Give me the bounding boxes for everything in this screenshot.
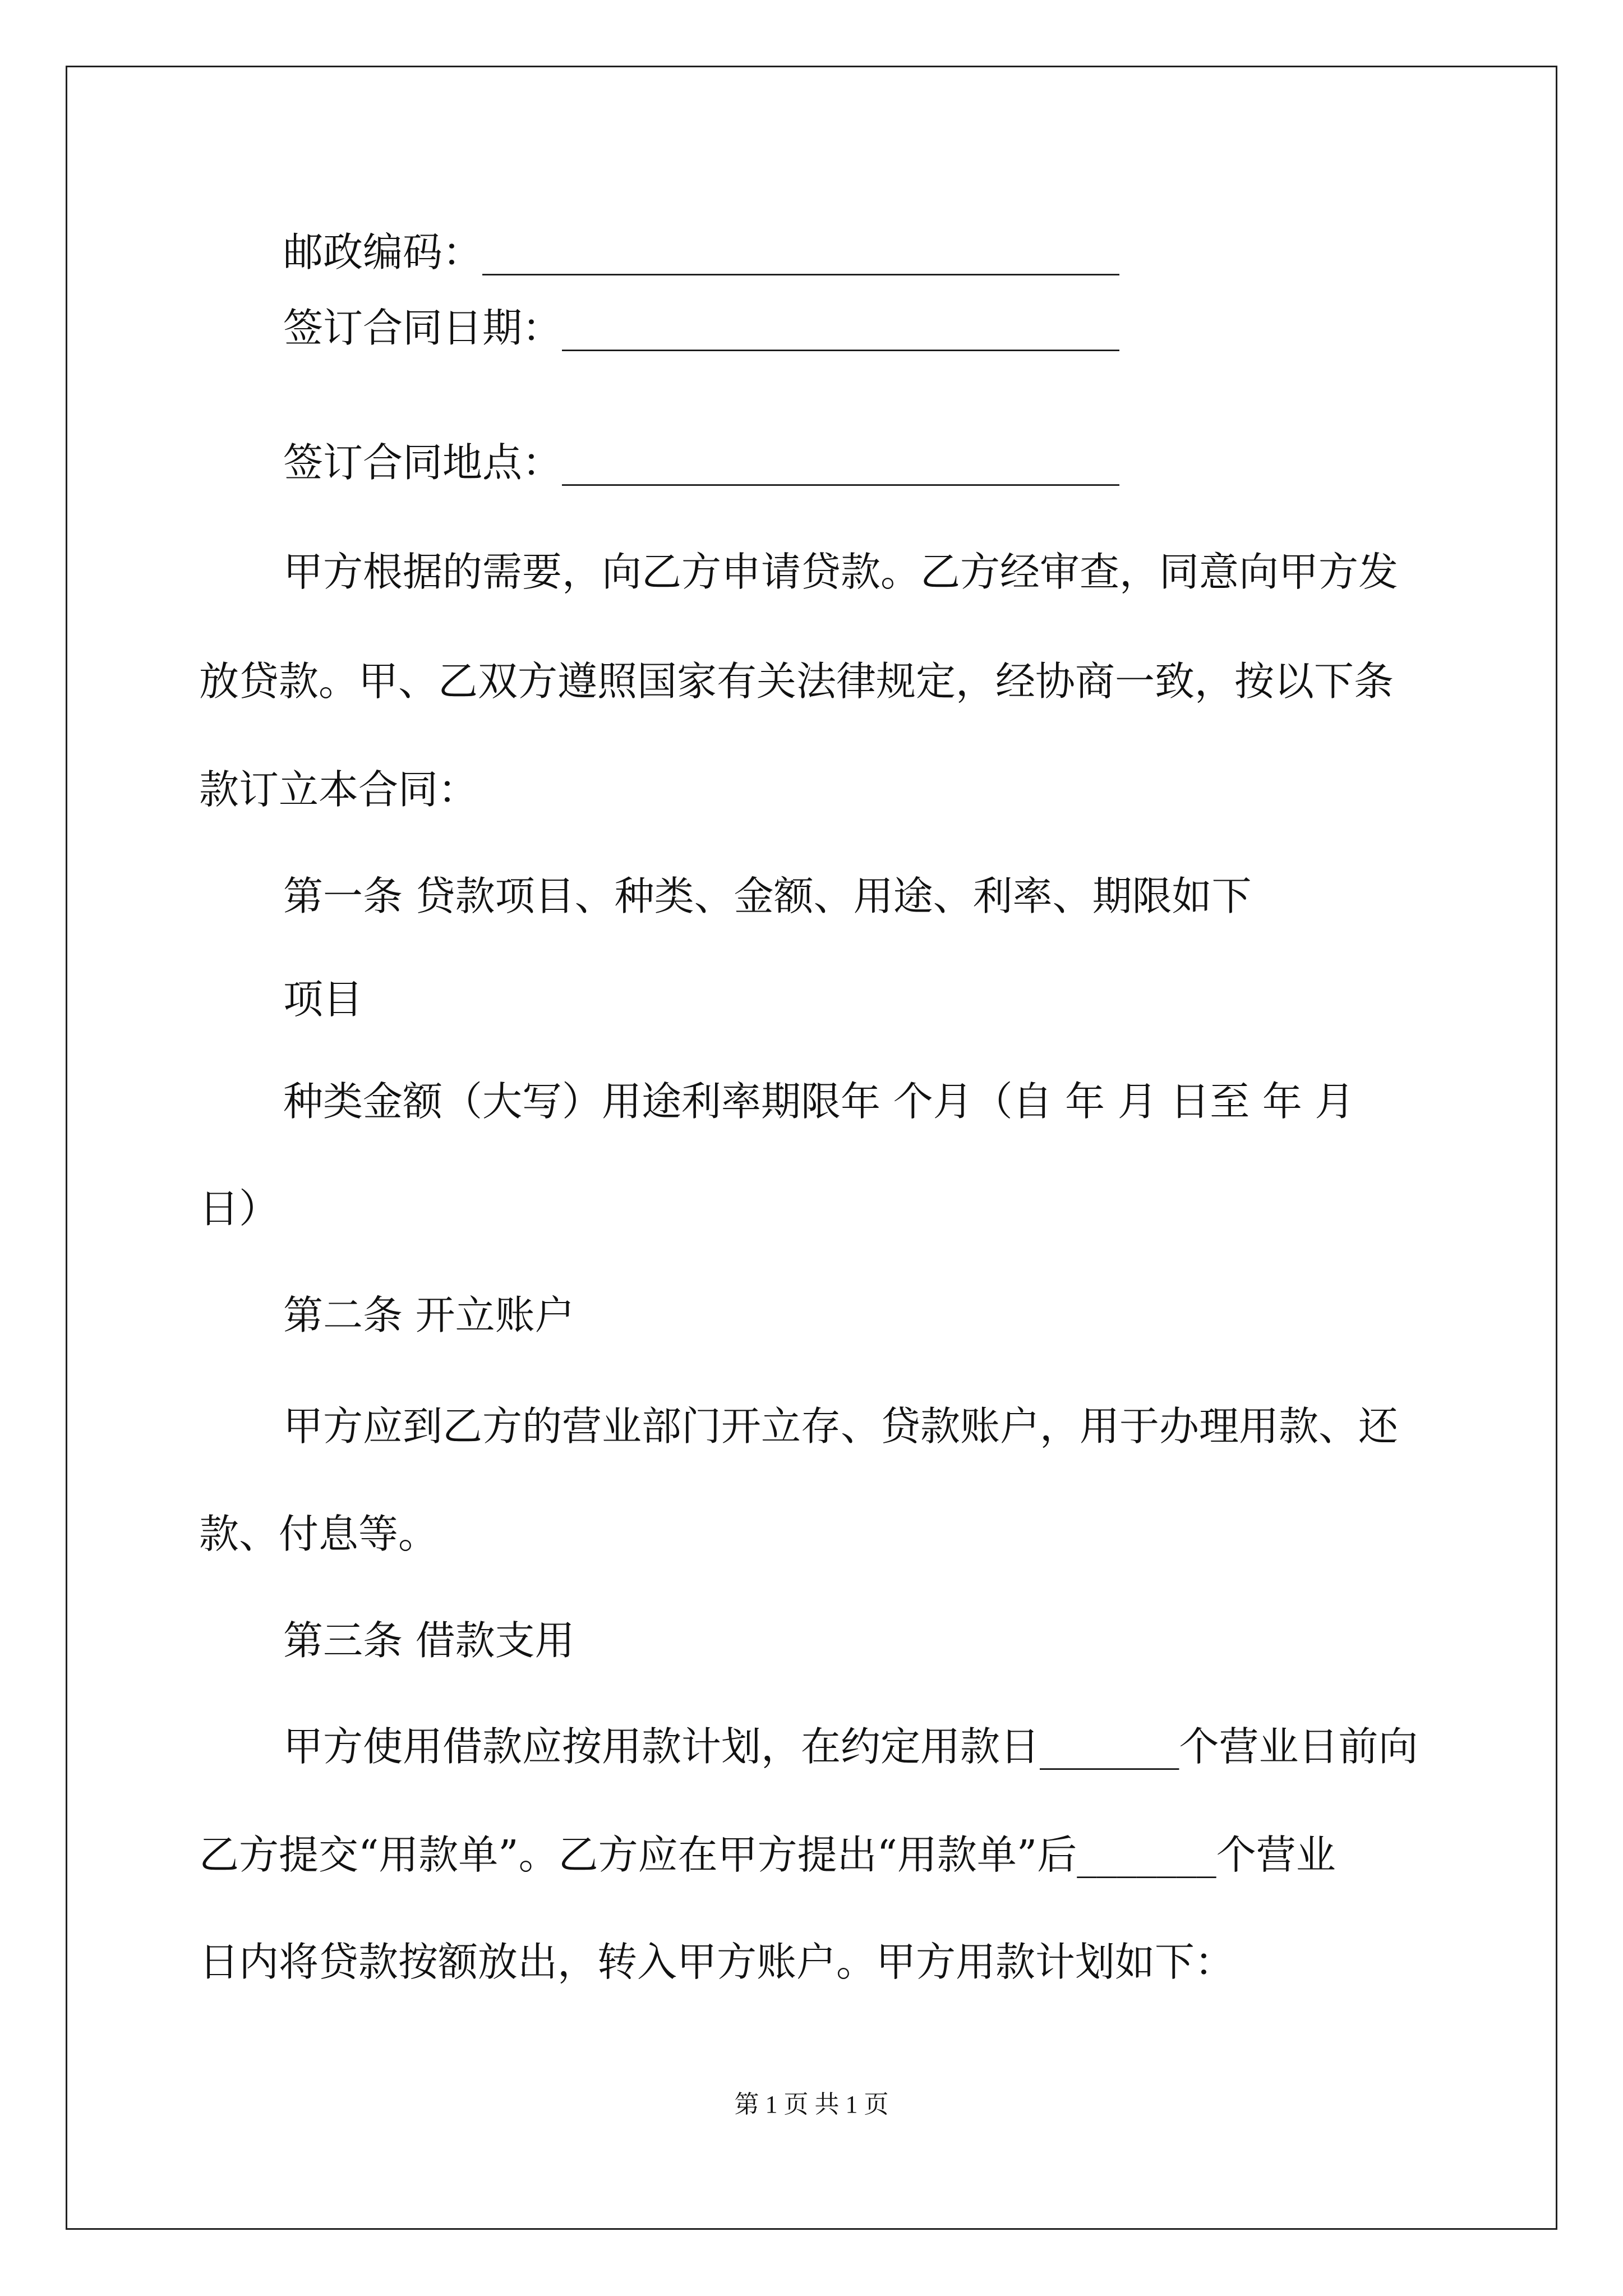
article-3-body-line-1: 甲方使用借款应按用款计划，在约定用款日_______个营业日前向 — [283, 1723, 1418, 1770]
sign-place-label: 签订合同地点： — [283, 439, 562, 486]
article-1-title: 第一条 贷款项目、种类、金额、用途、利率、期限如下 — [283, 873, 1252, 919]
article-1-item: 项目 — [283, 976, 363, 1023]
article-2-title: 第二条 开立账户 — [283, 1292, 575, 1338]
intro-line-2: 放贷款。甲、乙双方遵照国家有关法律规定，经协商一致，按以下条 — [199, 658, 1394, 705]
article-1-detail-line-2: 日） — [199, 1185, 279, 1232]
page-number-footer: 第 1 页 共 1 页 — [734, 2091, 889, 2118]
intro-line-1: 甲方根据的需要，向乙方申请贷款。乙方经审查，同意向甲方发 — [283, 549, 1399, 595]
sign-date-label: 签订合同日期： — [283, 305, 562, 351]
postal-code-blank: ________________________________ — [482, 229, 1120, 275]
article-3-body-line-2: 乙方提交“用款单”。乙方应在甲方提出“用款单”后_______个营业 — [199, 1832, 1336, 1878]
sign-date-field — [283, 303, 1119, 353]
page-border — [66, 66, 1557, 2230]
article-1-detail-line-1: 种类金额（大写）用途利率期限年 个月（自 年 月 日至 年 月 — [283, 1078, 1355, 1125]
postal-code-field — [283, 227, 1119, 278]
article-2-body-line-2: 款、付息等。 — [199, 1511, 439, 1557]
sign-place-blank: ____________________________ — [562, 439, 1120, 486]
article-3-body-line-3: 日内将贷款按额放出，转入甲方账户。甲方用款计划如下： — [199, 1939, 1235, 1985]
article-2-body-line-1: 甲方应到乙方的营业部门开立存、贷款账户，用于办理用款、还 — [283, 1403, 1399, 1450]
sign-date-blank: ____________________________ — [562, 305, 1120, 351]
postal-code-label: 邮政编码： — [283, 229, 483, 275]
article-3-title: 第三条 借款支用 — [283, 1617, 575, 1664]
sign-place-field — [283, 438, 1119, 488]
intro-line-3: 款订立本合同： — [199, 766, 478, 813]
